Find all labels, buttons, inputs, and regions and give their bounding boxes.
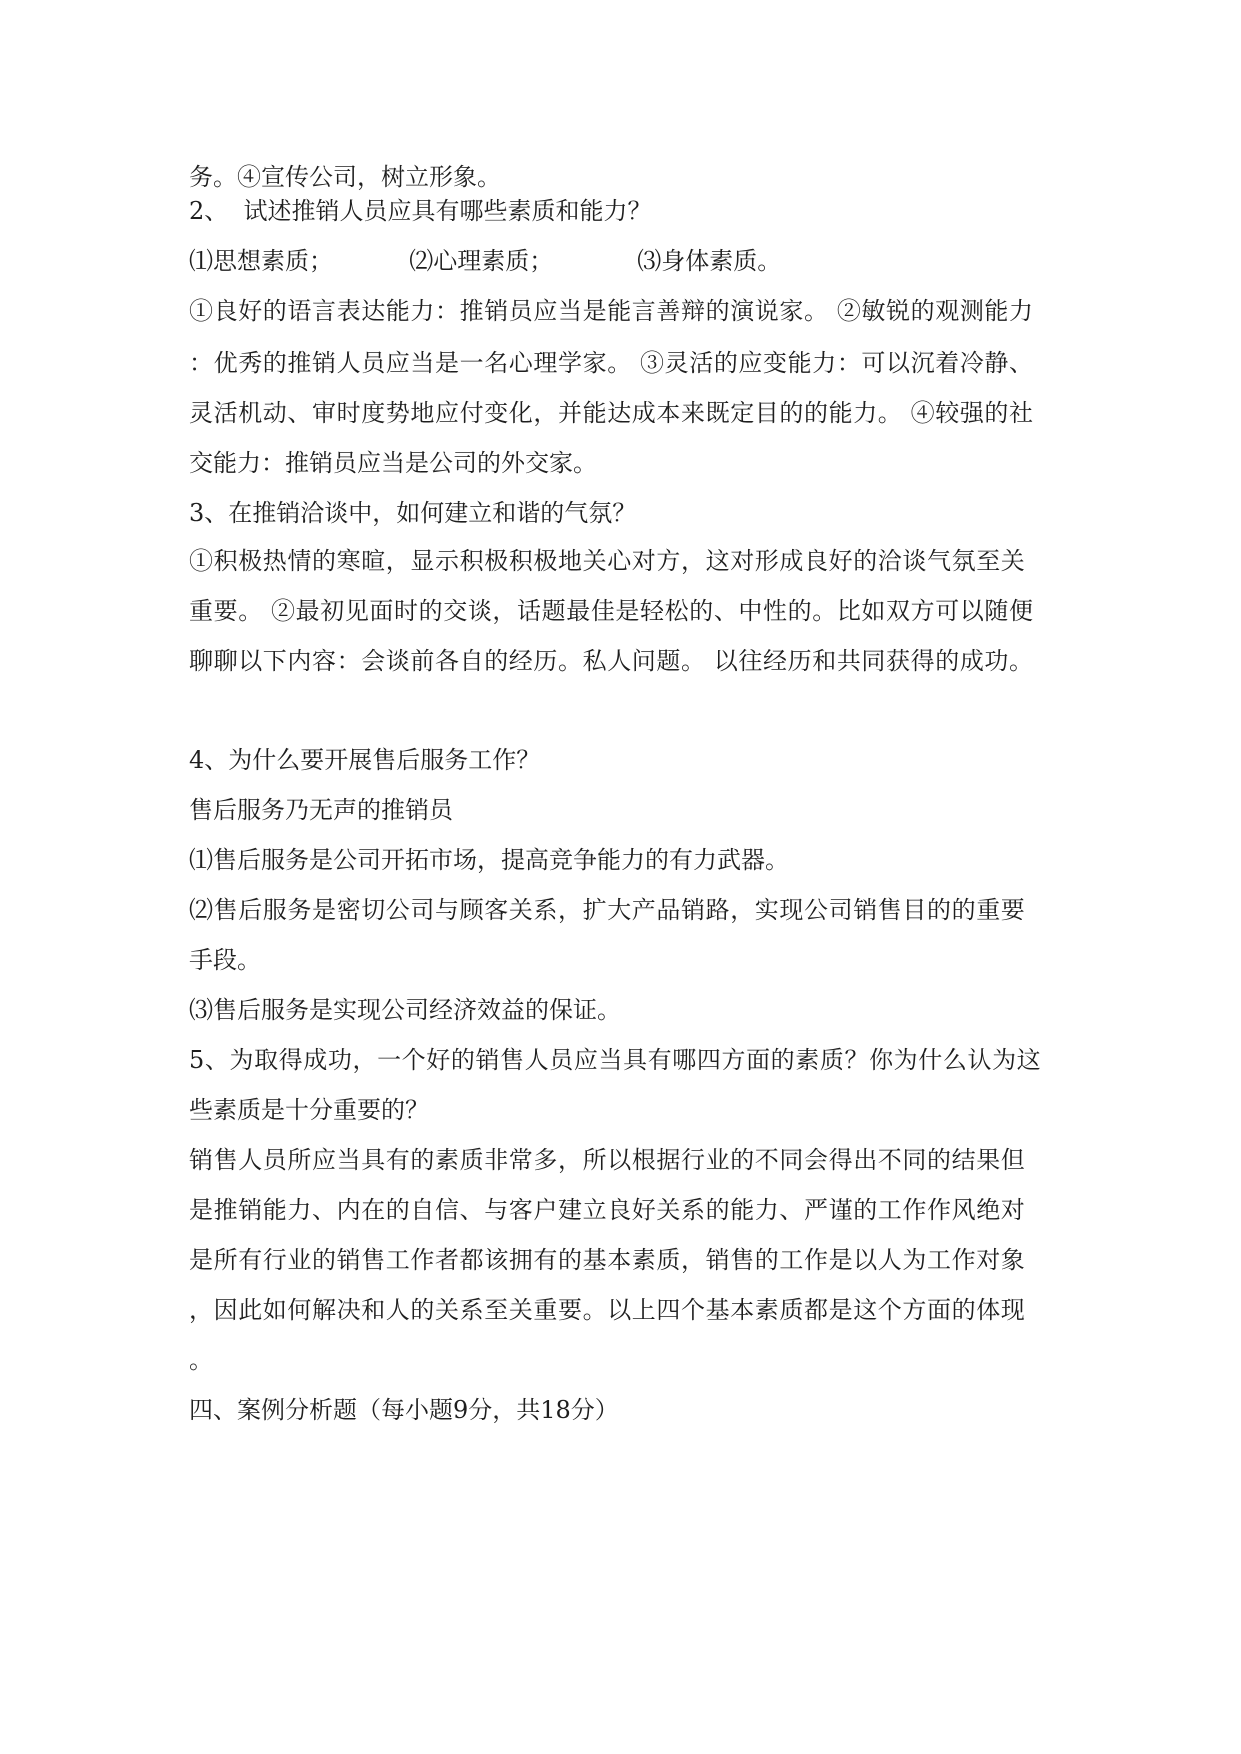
list-item: ⑴售后服务是公司开拓市场，提高竞争能力的有力武器。 — [189, 846, 789, 874]
text-line: ，因此如何解决和人的关系至关重要。以上四个基本素质都是这个方面的体现 — [189, 1296, 1026, 1324]
section-heading: 四、案例分析题（每小题9分，共18分） — [189, 1396, 619, 1424]
question-heading: 3、在推销洽谈中，如何建立和谐的气氛？ — [189, 499, 637, 527]
text-line: ⑴思想素质； ⑵心理素质； ⑶身体素质。 — [189, 247, 782, 275]
question-heading: 些素质是十分重要的？ — [189, 1096, 429, 1124]
text-line: 售后服务乃无声的推销员 — [189, 796, 453, 824]
question-heading: 4、为什么要开展售后服务工作？ — [189, 746, 541, 774]
text-line: 销售人员所应当具有的素质非常多，所以根据行业的不同会得出不同的结果但 — [189, 1146, 1026, 1174]
text-line: 是所有行业的销售工作者都该拥有的基本素质，销售的工作是以人为工作对象 — [189, 1246, 1026, 1274]
text-line: ①良好的语言表达能力：推销员应当是能言善辩的演说家。 ②敏锐的观测能力 — [189, 297, 1034, 325]
text-line: 灵活机动、审时度势地应付变化，并能达成本来既定目的的能力。 ④较强的社 — [189, 399, 1034, 427]
text-line: ：优秀的推销人员应当是一名心理学家。 ③灵活的应变能力：可以沉着冷静、 — [189, 349, 1034, 377]
text-line: 是推销能力、内在的自信、与客户建立良好关系的能力、严谨的工作作风绝对 — [189, 1196, 1026, 1224]
question-heading: 2、 试述推销人员应具有哪些素质和能力？ — [189, 197, 652, 225]
list-item: ⑵售后服务是密切公司与顾客关系，扩大产品销路，实现公司销售目的的重要 — [189, 896, 1026, 924]
list-item: ⑶售后服务是实现公司经济效益的保证。 — [189, 996, 621, 1024]
text-line: 交能力：推销员应当是公司的外交家。 — [189, 449, 597, 477]
text-line: 重要。 ②最初见面时的交谈，话题最佳是轻松的、中性的。比如双方可以随便 — [189, 597, 1034, 625]
text-line: ①积极热情的寒暄，显示积极积极地关心对方，这对形成良好的洽谈气氛至关 — [189, 547, 1026, 575]
question-heading: 5、为取得成功，一个好的销售人员应当具有哪四方面的素质？你为什么认为这 — [189, 1046, 1042, 1074]
text-line: 聊聊以下内容：会谈前各自的经历。私人问题。 以往经历和共同获得的成功。 — [189, 647, 1034, 675]
text-line: 。 — [189, 1346, 213, 1374]
text-line: 手段。 — [189, 946, 261, 974]
text-line: 务。④宣传公司，树立形象。 — [189, 163, 501, 191]
